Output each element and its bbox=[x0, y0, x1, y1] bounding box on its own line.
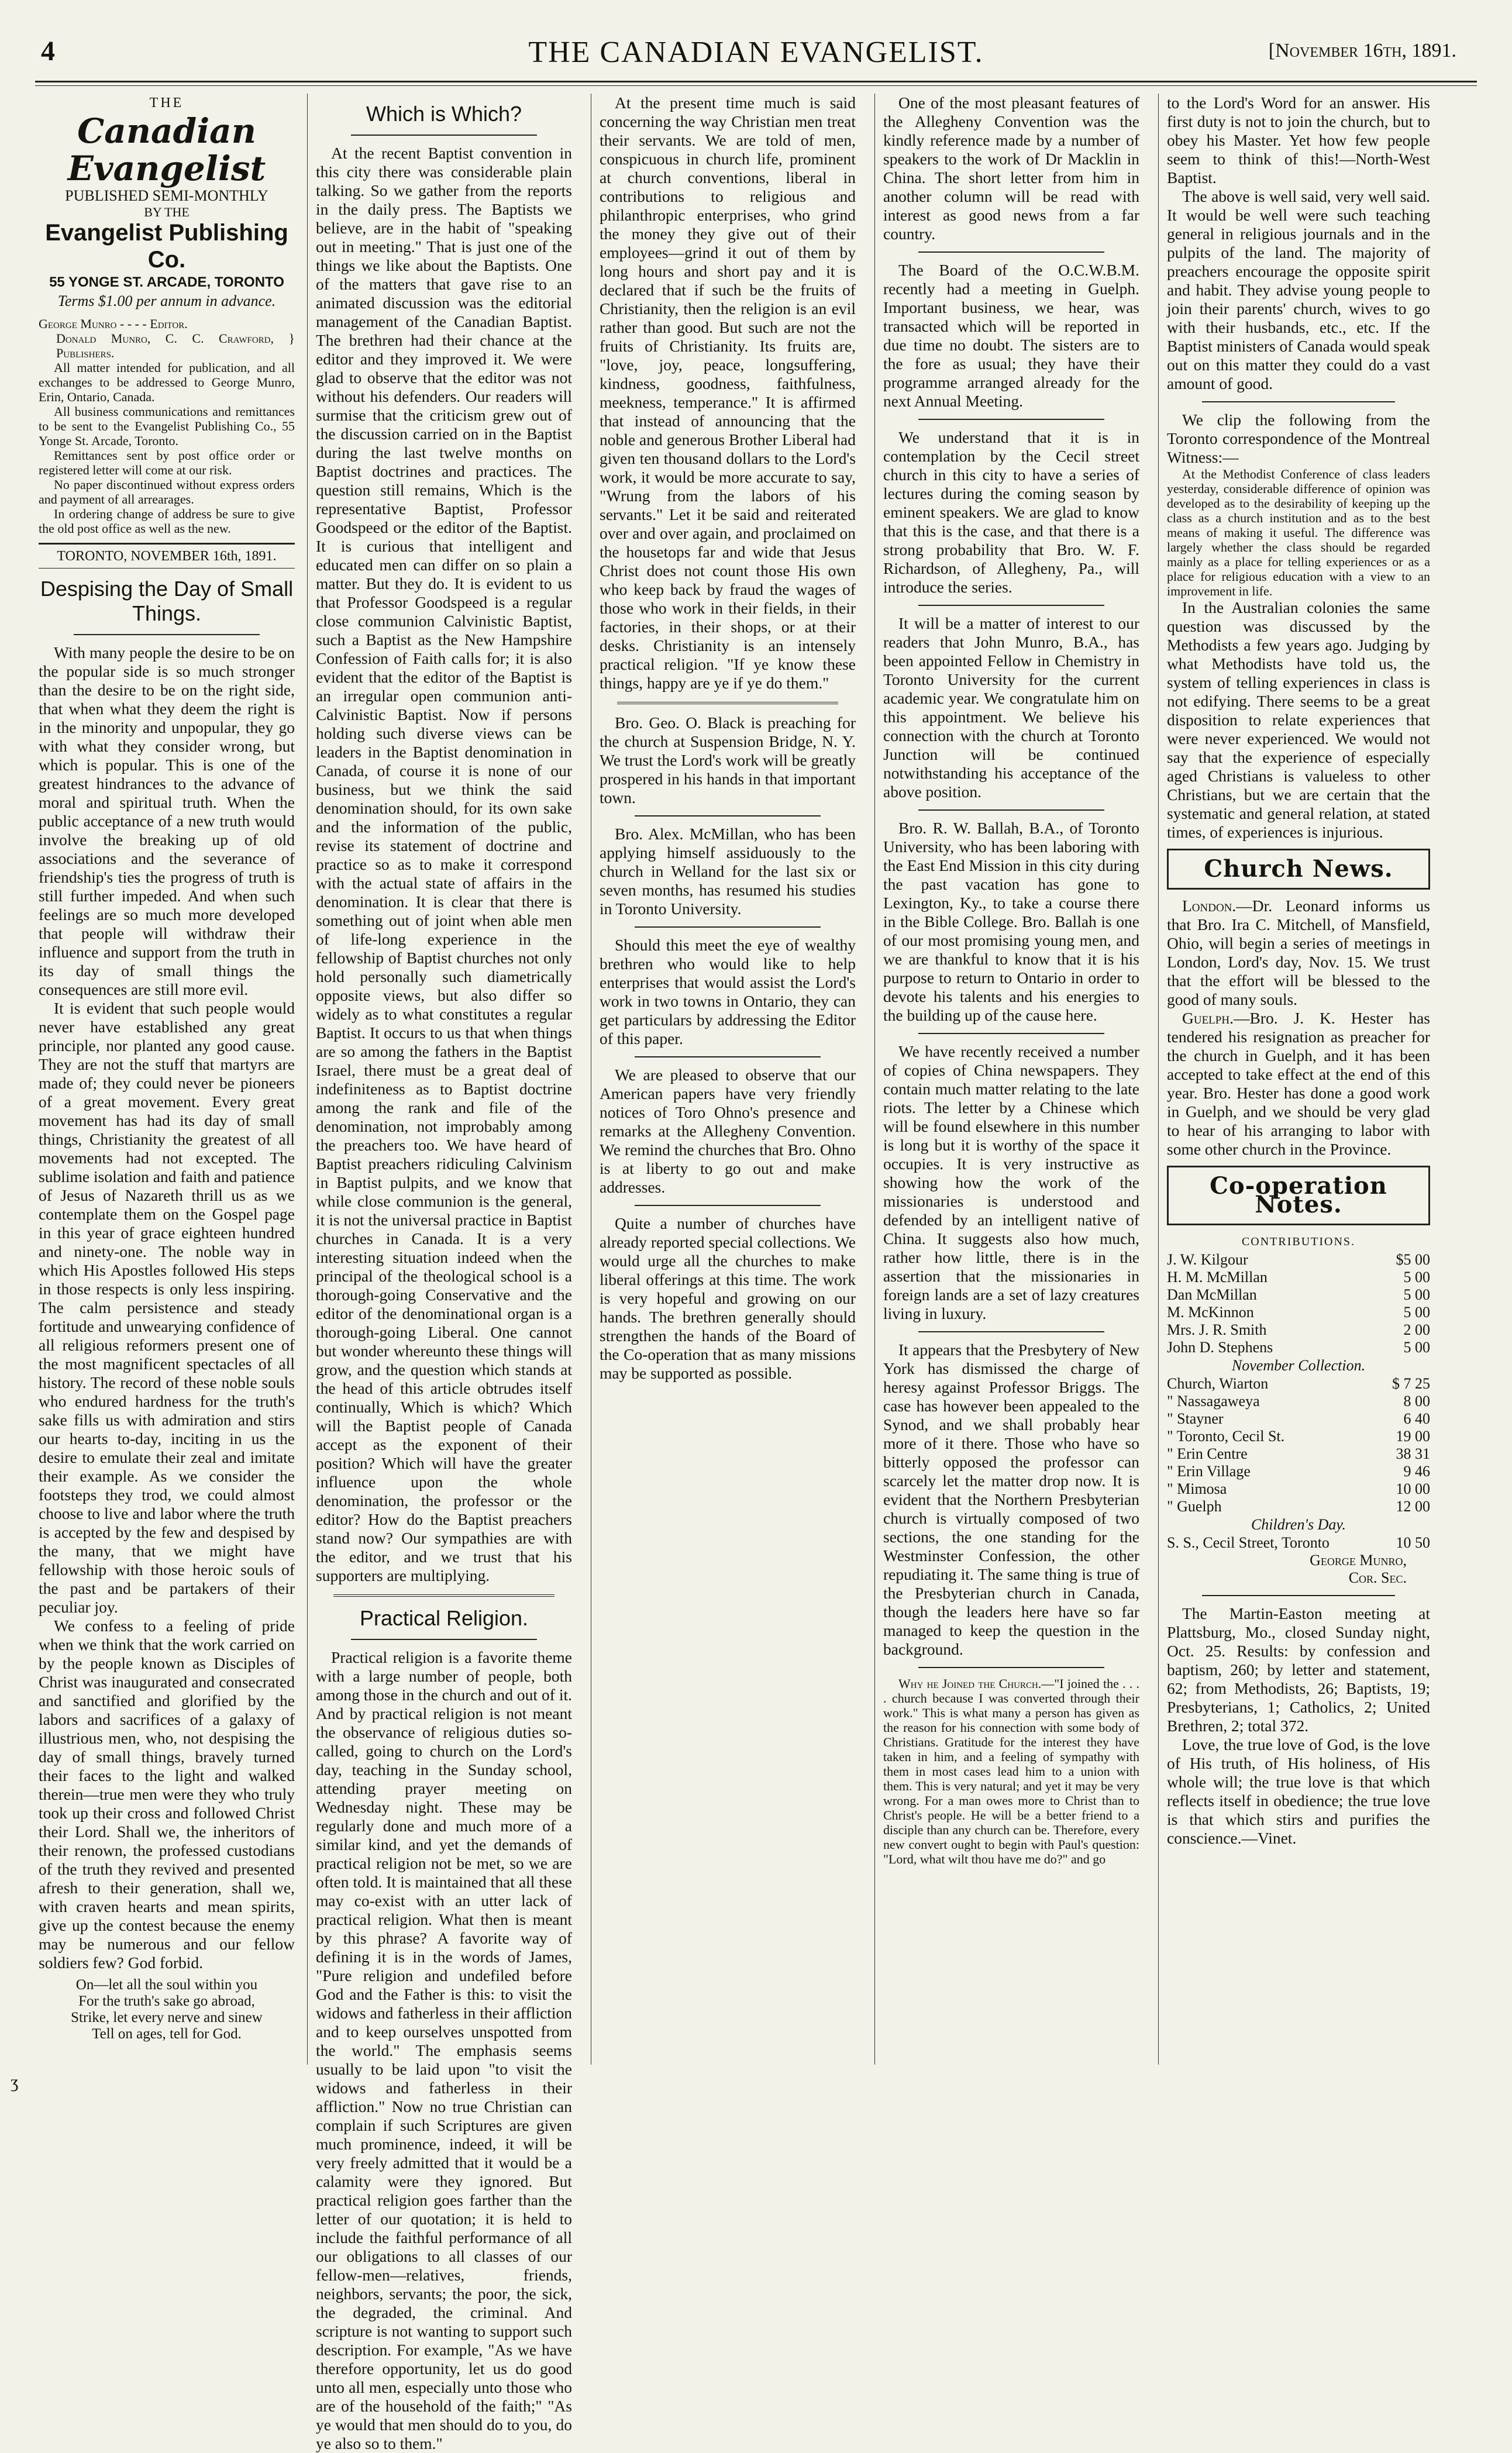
note-rule bbox=[918, 1667, 1104, 1668]
article-title: Despising the Day of Small Things. bbox=[40, 577, 294, 625]
column-2 bbox=[316, 94, 572, 2452]
section-rule bbox=[617, 702, 838, 704]
title-rule bbox=[351, 1639, 537, 1640]
contribution-amount: 5 00 bbox=[1403, 1269, 1430, 1286]
contribution-amount: 9 46 bbox=[1403, 1463, 1430, 1480]
article-paragraph: We confess to a feeling of pride when we think that the work carried on by the people known as Disciples of Christ was inaugurated and consecrated and sanctified and glorified by the labors and sacrifices of a galaxy of illustrious men, who, not despising the day of small things, bravely turned their faces to the light and walked therein—true men were they who truly took up their cross and followed Christ their Lord. Shall we, the inheritors of their renown, the professed custodians of the truth they revived and presented afresh to their generation, shall we, with craven hearts and mean spirits, give up the contest because the enemy may be numerous and our fellow soldiers few? God forbid. bbox=[39, 1617, 295, 1972]
poem bbox=[39, 1977, 295, 2042]
notice-business: All business communications and remittances to be sent to the Evangelist Publishing Co., 55 Yonge St. Arcade, Toronto. bbox=[39, 404, 295, 448]
poem-line: On—let all the soul within you bbox=[75, 1977, 258, 1993]
column-divider bbox=[307, 94, 308, 2065]
contribution-row bbox=[1167, 1534, 1430, 1552]
note-rule bbox=[918, 605, 1104, 606]
news-note: Bro. R. W. Ballah, B.A., of Toronto University, who has been laboring with the East End Mission in this city during the past vacation has gone to Lexington, Ky., to take a course there in the Bible College. Bro. Ballah is one of our most promising young men, and we are thankful to know that it is his purpose to return to Ontario in order to devote his talents and his energies to the building up of the cause here. bbox=[883, 819, 1139, 1024]
childrens-day-list bbox=[1167, 1534, 1430, 1552]
masthead-address: 55 YONGE ST. ARCADE, TORONTO bbox=[49, 274, 284, 290]
article-paragraph: At the recent Baptist convention in this city there was considerable plain talking. So we gather from the reports in the daily press. The Baptists we believe, are in the habit of "speaking out in meeting." That is just one of the things we like about the Baptists. One of the matters that gave rise to an animated discussion was the editorial management of the Canadian Baptist. The brethren had their chance at the editor and they improved it. We were glad to observe that the editor was not without his defenders. Our readers will surmise that the criticism grew out of the discussion carried on in the Baptist during the last twelve months on Baptist doctrines and practices. The question still remains, Which is the representative Baptist, Professor Goodspeed or the editor of the Baptist. It is curious that intelligent and educated men can differ on so plain a matter. But they do. It is evident to us that Professor Goodspeed is a regular close communion Calvinistic Baptist, such a Baptist as the New Hampshire Confession of Faith calls for; it is also evident that the editor of the Baptist is an irregular open communion anti-Calvinistic Baptist. Now if persons holding such diverse views can be leaders in the Baptist denomination in Canada, of course it is none of our business, but we think the said denomination should, for its own sake and the information of the public, revise its statement of doctrine and practice so as to make it correspond with the actual state of affairs in the denomination. It is clear that there is something out of joint when able men of life-long experience in the fellowship of Baptist churches not only hold personally such diametrically opposite views, but also differ so widely as to what constitutes a regular Baptist. It occurs to us that when things are so among the fathers in the Baptist Israel, there must be a great deal of indefiniteness as to Baptist doctrine among the rank and file of the denomination, not improbably among the preachers too. We have heard of Baptist preachers ridiculing Calvinism in Baptist pulpits, and we know that while close communion is the general, it is not the universal practice in Baptist churches in Canada. It is a very interesting situation indeed when the principal of the theological school is a thorough-going Conservative and the editor of the denominational organ is a thorough-going Liberal. One cannot but wonder whereunto these things will grow, and the question which stands at the head of this article obtrudes itself continually, Which is which? Which will the Baptist people of Canada accept as the exponent of their position? Which will have the greater influence upon the whole denomination, the professor or the editor? How do the Baptist preachers stand now? Our sympathies are with the editor, and we trust that his supporters are multiplying. bbox=[316, 144, 572, 1584]
place-name: Guelph. bbox=[1182, 1009, 1234, 1027]
news-note: The Board of the O.C.W.B.M. recently had a meeting in Guelph. Important business, we hear, was transacted which will be reported in due time no doubt. The sisters are to the fore as usual; they have their programme arranged already for the next Annual Meeting. bbox=[883, 261, 1139, 410]
signature-title: Cor. Sec. bbox=[1348, 1569, 1407, 1586]
publishers-names: Donald Munro, C. C. Crawford, bbox=[56, 331, 274, 346]
page-number: 4 bbox=[41, 36, 55, 67]
contribution-amount: 10 50 bbox=[1396, 1534, 1430, 1551]
contributor-name: Dan McMillan bbox=[1167, 1286, 1257, 1303]
header-rule-thin bbox=[35, 85, 1477, 86]
contribution-row bbox=[1167, 1286, 1430, 1304]
section-title: Co-operation Notes. bbox=[1210, 1172, 1387, 1218]
place-name: London. bbox=[1182, 897, 1237, 915]
contribution-row bbox=[1167, 1304, 1430, 1321]
note-rule bbox=[635, 815, 821, 816]
column-divider bbox=[1158, 94, 1159, 2065]
dateline: TORONTO, NOVEMBER 16th, 1891. bbox=[39, 543, 295, 569]
masthead-by: BY THE bbox=[144, 205, 190, 219]
news-note bbox=[883, 1676, 1139, 1866]
masthead-company: Evangelist Publishing Co. bbox=[45, 220, 288, 273]
contribution-row bbox=[1167, 1269, 1430, 1286]
signature-name: George Munro, bbox=[1310, 1552, 1407, 1569]
news-note: The above is well said, very well said. It would be well were such teaching general in religious journals and in the pulpits of the land. The majority of preachers encourage the opposite spirit and habit. They advise young people to join their parents' church, wives to go with their husbands, etc., etc. If the Baptist ministers of Canada would speak out on this matter they could do a vast amount of good. bbox=[1167, 187, 1430, 392]
news-note: We clip the following from the Toronto correspondence of the Montreal Witness:— bbox=[1167, 411, 1430, 466]
article-paragraph: It is evident that such people would never have established any great principle, nor planted any good cause. They are not the stuff that martyrs are made of; they could never be pioneers of a great movement. Every great movement has had its day of small things, Christianity the greatest of all movements had not excepted. The sublime isolation and faith and patience of Jesus of Nazareth thrill us as we contemplate them on the Gospel page in this year of grace eighteen hundred and ninety-one. The noble way in which His Apostles followed His steps in those respects is only less inspiring. The calm persistence and steady fortitude and unwearying confidence of all religious reformers present one of the most magnificent spectacles of all history. The record of these noble souls who endured hardness for the truth's sake fills us with admiration and stirs our hearts to-day, inciting in us the desire to emulate their zeal and imitate their example. As we consider the footsteps they trod, we could almost choose to live and labor where the truth is accepted by the few and despised by the many, that we might have fellowship with those heroic souls of the past and be partakers of their peculiar joy. bbox=[39, 999, 295, 1616]
note-rule bbox=[918, 1331, 1104, 1332]
news-note: Quite a number of churches have already reported special collections. We would urge all the churches to make liberal offerings at this time. The work is very hopeful and growing on our hands. The brethren generally should strengthen the hands of the Board of the Co-operation that as many missions may be supported as possible. bbox=[600, 1214, 856, 1382]
publishers-label: } Publishers. bbox=[56, 331, 295, 360]
contributor-name: " Guelph bbox=[1167, 1498, 1222, 1515]
november-collection-heading: November Collection. bbox=[1231, 1357, 1366, 1374]
childrens-day-heading: Children's Day. bbox=[1251, 1516, 1346, 1533]
contribution-row bbox=[1167, 1498, 1430, 1515]
news-note bbox=[1167, 1009, 1430, 1159]
contribution-amount: 5 00 bbox=[1403, 1339, 1430, 1356]
news-note: We are pleased to observe that our American papers have very friendly notices of Toro Ohno's presence and remarks at the Allegheny Convention. We remind the churches that Bro. Ohno is at liberty to go out and make addresses. bbox=[600, 1066, 856, 1196]
article-paragraph: At the present time much is said concerning the way Christian men treat their servants. We are told of men, conspicuous in church life, prominent at church conventions, liberal in contributions to religious and philanthropic enterprises, who grind the money they give out of their employees—grind it out of them by long hours and short pay and it is declared that if such be the fruits of Christianity, then the religion is an evil rather than good. But such are not the fruits of Christianity. Its fruits are, "love, joy, peace, longsuffering, kindness, goodness, faithfulness, meekness, temperance." It is affirmed that instead of announcing that the noble and generous Brother Liberal had given ten thousand dollars to the Lord's work, it would be more accurate to say, "Wrung from the labors of his servants." Let it be said and reiterated over and over again, and proclaimed on the housetops far and wide that Jesus Christ does not count those His own who keep back by fraud the wages of those who work in their fields, in their factories, in their shops, or at their desks. Christianity is an intensely practical religion. "If ye know these things, happy are ye if ye do them." bbox=[600, 94, 856, 692]
article-title: Which is Which? bbox=[366, 102, 522, 126]
church-news-header bbox=[1167, 849, 1430, 890]
cooperation-notes-header bbox=[1167, 1166, 1430, 1225]
masthead bbox=[39, 94, 295, 569]
contribution-row bbox=[1167, 1480, 1430, 1498]
note-rule bbox=[918, 809, 1104, 811]
news-note: It appears that the Presbytery of New York has dismissed the charge of heresy against Professor Briggs. The case has however been appealed to the Synod, and we shall probably hear more of it there. Those who have so bitterly opposed the professor can scarcely let the matter drop now. It is evident that the Northern Presbyterian church is virtually composed of two sections, the one standing for the Westminster Confession, the other repudiating it. The same thing is true of the Presbyterian church in Canada, though the leaders here have so far managed to keep the question in the background. bbox=[883, 1341, 1139, 1658]
poem-line: Tell on ages, tell for God. bbox=[92, 2026, 242, 2042]
news-note: Bro. Geo. O. Black is preaching for the church at Suspension Bridge, N. Y. We trust the Lord's work will be greatly prospered in his hands in that important town. bbox=[600, 714, 856, 807]
november-collection-list bbox=[1167, 1375, 1430, 1515]
contributor-name: " Stayner bbox=[1167, 1410, 1224, 1427]
contributor-name: " Mimosa bbox=[1167, 1480, 1227, 1497]
contributions-list bbox=[1167, 1251, 1430, 1356]
news-note: Should this meet the eye of wealthy brethren who would like to help enterprises that would assist the Lord's work in two towns in Ontario, they can get particulars by addressing the Editor of this paper. bbox=[600, 936, 856, 1048]
notice-address-change: In ordering change of address be sure to give the old post office as well as the new. bbox=[39, 507, 295, 536]
column-divider bbox=[874, 94, 875, 2065]
contribution-row bbox=[1167, 1251, 1430, 1269]
contributor-name: " Erin Centre bbox=[1167, 1445, 1248, 1462]
column-4 bbox=[883, 94, 1139, 2065]
notice-discontinued: No paper discontinued without express orders and payment of all arrearages. bbox=[39, 477, 295, 507]
contribution-row bbox=[1167, 1410, 1430, 1428]
contribution-row bbox=[1167, 1375, 1430, 1393]
contributor-name: " Erin Village bbox=[1167, 1463, 1251, 1480]
paper-title: THE CANADIAN EVANGELIST. bbox=[528, 36, 984, 69]
issue-date: [November 16th, 1891. bbox=[1268, 40, 1456, 61]
news-note bbox=[1167, 897, 1430, 1009]
contribution-amount: $ 7 25 bbox=[1392, 1375, 1430, 1392]
news-note: to the Lord's Word for an answer. His first duty is not to join the church, but to obey his Master. Yet how few people seem to think of this!—North-West Baptist. bbox=[1167, 94, 1430, 187]
header-rule bbox=[35, 81, 1477, 82]
masthead-name: Canadian Evangelist bbox=[67, 111, 266, 188]
contributor-name: " Nassagaweya bbox=[1167, 1393, 1260, 1410]
contribution-row bbox=[1167, 1321, 1430, 1339]
contribution-row bbox=[1167, 1445, 1430, 1463]
masthead-the: THE bbox=[149, 95, 184, 111]
poem-line: For the truth's sake go abroad, bbox=[78, 1993, 255, 2009]
contribution-row bbox=[1167, 1463, 1430, 1480]
contribution-amount: 5 00 bbox=[1403, 1304, 1430, 1321]
note-rule bbox=[1202, 1595, 1395, 1596]
contribution-amount: 19 00 bbox=[1396, 1428, 1430, 1445]
contribution-amount: 6 40 bbox=[1403, 1410, 1430, 1427]
news-note: Love, the true love of God, is the love of His truth, of His holiness, of His whole will; the true love is that which reflects itself in obedience; the true love is that which stirs and purifies the conscience.—Vinet. bbox=[1167, 1735, 1430, 1847]
column-3 bbox=[600, 94, 856, 2065]
article-paragraph: With many people the desire to be on the popular side is so much stronger than the desire to be on the right side, that when what they deem the right is in the minority and unpopular, they go with what they consider wrong, but which is popular. This is one of the greatest hindrances to the advance of moral and spiritual truth. When the public acceptance of a new truth would involve the breaking up of old associations and the severance of friendship's ties the progress of truth is still further impeded. And when such feelings are so much more developed that people will withdraw their influence and support from the truth in its day of small things the consequences are still more evil. bbox=[39, 643, 295, 998]
contributor-name: M. McKinnon bbox=[1167, 1304, 1254, 1321]
contribution-row bbox=[1167, 1428, 1430, 1445]
contributor-name: S. S., Cecil Street, Toronto bbox=[1167, 1534, 1330, 1551]
note-rule bbox=[918, 1033, 1104, 1034]
margin-mark: ʒ bbox=[11, 2072, 19, 2092]
column-5 bbox=[1167, 94, 1430, 2065]
title-rule bbox=[351, 135, 537, 136]
quoted-text: At the Methodist Conference of class leaders yesterday, considerable difference of opinion was developed as to the desirability of keeping up the class as a church institution and as to the best means of making it useful. The difference was largely whether the class should be regarded mainly as a place for telling experiences or as a place for religious education with a view to an improvement in life. bbox=[1167, 467, 1430, 598]
contributor-name: H. M. McMillan bbox=[1167, 1269, 1268, 1286]
contributor-name: " Toronto, Cecil St. bbox=[1167, 1428, 1285, 1445]
news-note: We have recently received a number of copies of China newspapers. They contain much matter relating to the late riots. The letter by a Chinese which will be found elsewhere in this number is long but it is worthy of the space it occupies. It is very instructive as showing how the work of the missionaries is understood and defended by an intelligent native of China. It suggests also how much, rather how little, there is in the assertion that the missionaries in foreign lands are a set of lazy creatures living in luxury. bbox=[883, 1042, 1139, 1322]
note-rule bbox=[635, 1205, 821, 1206]
masthead-editor: George Munro - - - - Editor. bbox=[39, 316, 188, 331]
contribution-amount: 5 00 bbox=[1403, 1286, 1430, 1303]
poem-line: Strike, let every nerve and sinew bbox=[71, 2010, 263, 2025]
notice-matter: All matter intended for publication, and all exchanges to be addressed to George Munro, Erin, Ontario, Canada. bbox=[39, 360, 295, 404]
note-body: —"I joined the . . . . church because I was converted through their work." This is what many a person has given as the reason for his connection with some body of Christians. Gratitude for the interest they have taken in him, and a feeling of sympathy with them in most cases lead him to a union with them. This is very natural; and yet it may be very wrong. For a man owes more to Christ than to Christ's people. He will be a better friend to a disciple than any church can be. Therefore, every new convert ought to begin with Paul's question: "Lord, what wilt thou have me do?" and go bbox=[883, 1676, 1139, 1866]
news-note: It will be a matter of interest to our readers that John Munro, B.A., has been appointed Fellow in Chemistry in Toronto University for the current academic year. We congratulate him on this appointment. We believe his connection with the church at Toronto Junction will be continued notwithstanding his acceptance of the above position. bbox=[883, 614, 1139, 801]
contributor-name: Mrs. J. R. Smith bbox=[1167, 1321, 1267, 1338]
contributions-heading: CONTRIBUTIONS. bbox=[1241, 1235, 1356, 1248]
note-rule bbox=[635, 1056, 821, 1057]
note-rule bbox=[918, 419, 1104, 420]
news-note: In the Australian colonies the same question was discussed by the Methodists a few years ago. Judging by what Methodists have told us, the system of telling experiences in class is not edifying. There seems to be a great disposition to relate experiences that were never experienced. We would not say that the experience of especially aged Christians is valueless to other Christians, but we are certain that the systematic and general relation, at stated times, of experiences is injurious. bbox=[1167, 598, 1430, 841]
masthead-publishers bbox=[39, 331, 295, 360]
contributor-name: J. W. Kilgour bbox=[1167, 1251, 1248, 1268]
section-title: Church News. bbox=[1204, 855, 1393, 883]
news-note: Bro. Alex. McMillan, who has been applying himself assiduously to the church in Welland for the last six or seven months, has resumed his studies in Toronto University. bbox=[600, 825, 856, 918]
contributor-name: John D. Stephens bbox=[1167, 1339, 1273, 1356]
masthead-terms: Terms $1.00 per annum in advance. bbox=[57, 292, 276, 309]
contribution-amount: 10 00 bbox=[1396, 1480, 1430, 1497]
note-body: —Bro. J. K. Hester has tendered his resignation as preacher for the church in Guelph, and it has been accepted to take effect at the end of this year. Bro. Hester has done a good work in Guelph, and we should be very glad to hear of his arranging to labor with some other church in the Province. bbox=[1167, 1009, 1430, 1158]
contribution-amount: 8 00 bbox=[1403, 1393, 1430, 1410]
contribution-row bbox=[1167, 1393, 1430, 1410]
contributor-name: Church, Wiarton bbox=[1167, 1375, 1269, 1392]
contribution-amount: 2 00 bbox=[1403, 1321, 1430, 1338]
note-rule bbox=[635, 926, 821, 928]
article-title: Practical Religion. bbox=[359, 1606, 529, 1630]
contribution-row bbox=[1167, 1339, 1430, 1356]
note-rule bbox=[1202, 401, 1395, 402]
note-body: —Dr. Leonard informs us that Bro. Ira C. Mitchell, of Mansfield, Ohio, will begin a series of meetings in London, Lord's day, Nov. 15. We trust that the effort will be blessed to the good of many souls. bbox=[1167, 897, 1430, 1008]
news-note: The Martin-Easton meeting at Plattsburg, Mo., closed Sunday night, Oct. 25. Results: by confession and baptism, 260; by letter and statement, 62; from Methodists, 26; Baptists, 19; Presbyterians, 1; Catholics, 2; United Brethren, 2; total 372. bbox=[1167, 1604, 1430, 1735]
note-heading: Why he Joined the Church. bbox=[898, 1676, 1042, 1691]
news-note: One of the most pleasant features of the Allegheny Convention was the kindly reference made by a number of speakers to the work of Dr Macklin in China. The short letter from him in another column will be read with interest as good news from a far country. bbox=[883, 94, 1139, 243]
column-1 bbox=[39, 94, 295, 2065]
article-paragraph: Practical religion is a favorite theme with a large number of people, both among those in the church and out of it. And by practical religion is not meant the observance of religious duties so-called, going to church on the Lord's day, teaching in the Sunday school, attending prayer meeting on Wednesday night. These may be regularly done and much more of a similar kind, and yet the demands of practical religion not be met, so we are often told. It is maintained that all these may co-exist with an utter lack of practical religion. What then is meant by this phrase? A favorite way of defining it is in the words of James, "Pure religion and undefiled before God and the Father is this: to visit the widows and fatherless in their affliction and to keep ourselves unspotted from the world." The emphasis seems usually to be laid upon "to visit the widows and fatherless in their affliction." Now no true Christian can complain if such Scriptures are given much prominence, indeed, it will be very freely admitted that it would be a calamity were they ignored. But practical religion goes farther than the letter of our quotation; it is held to include the faithful performance of all our obligations to all classes of our fellow-men—relatives, friends, neighbors, servants; the poor, the sick, the degraded, the criminal. And scripture is not wanting to support such description. For example, "As we have therefore opportunity, let us do good unto all men, especially unto those who are of the household of the faith;" "As ye would that men should do to you, do ye also so to them." bbox=[316, 1648, 572, 2452]
notice-remittances: Remittances sent by post office order or registered letter will come at our risk. bbox=[39, 448, 295, 477]
section-rule bbox=[333, 1594, 554, 1597]
contribution-amount: 12 00 bbox=[1396, 1498, 1430, 1515]
title-rule bbox=[74, 634, 260, 635]
note-rule bbox=[918, 251, 1104, 253]
contribution-amount: 38 31 bbox=[1396, 1445, 1430, 1462]
contribution-amount: $5 00 bbox=[1396, 1251, 1430, 1268]
masthead-published: PUBLISHED SEMI-MONTHLY bbox=[65, 187, 268, 204]
news-note: We understand that it is in contemplation by the Cecil street church in this city to have a series of lectures during the coming season by eminent speakers. We are glad to know that this is the case, and that there is a strong probability that Bro. W. F. Richardson, of Allegheny, Pa., will introduce the series. bbox=[883, 428, 1139, 596]
